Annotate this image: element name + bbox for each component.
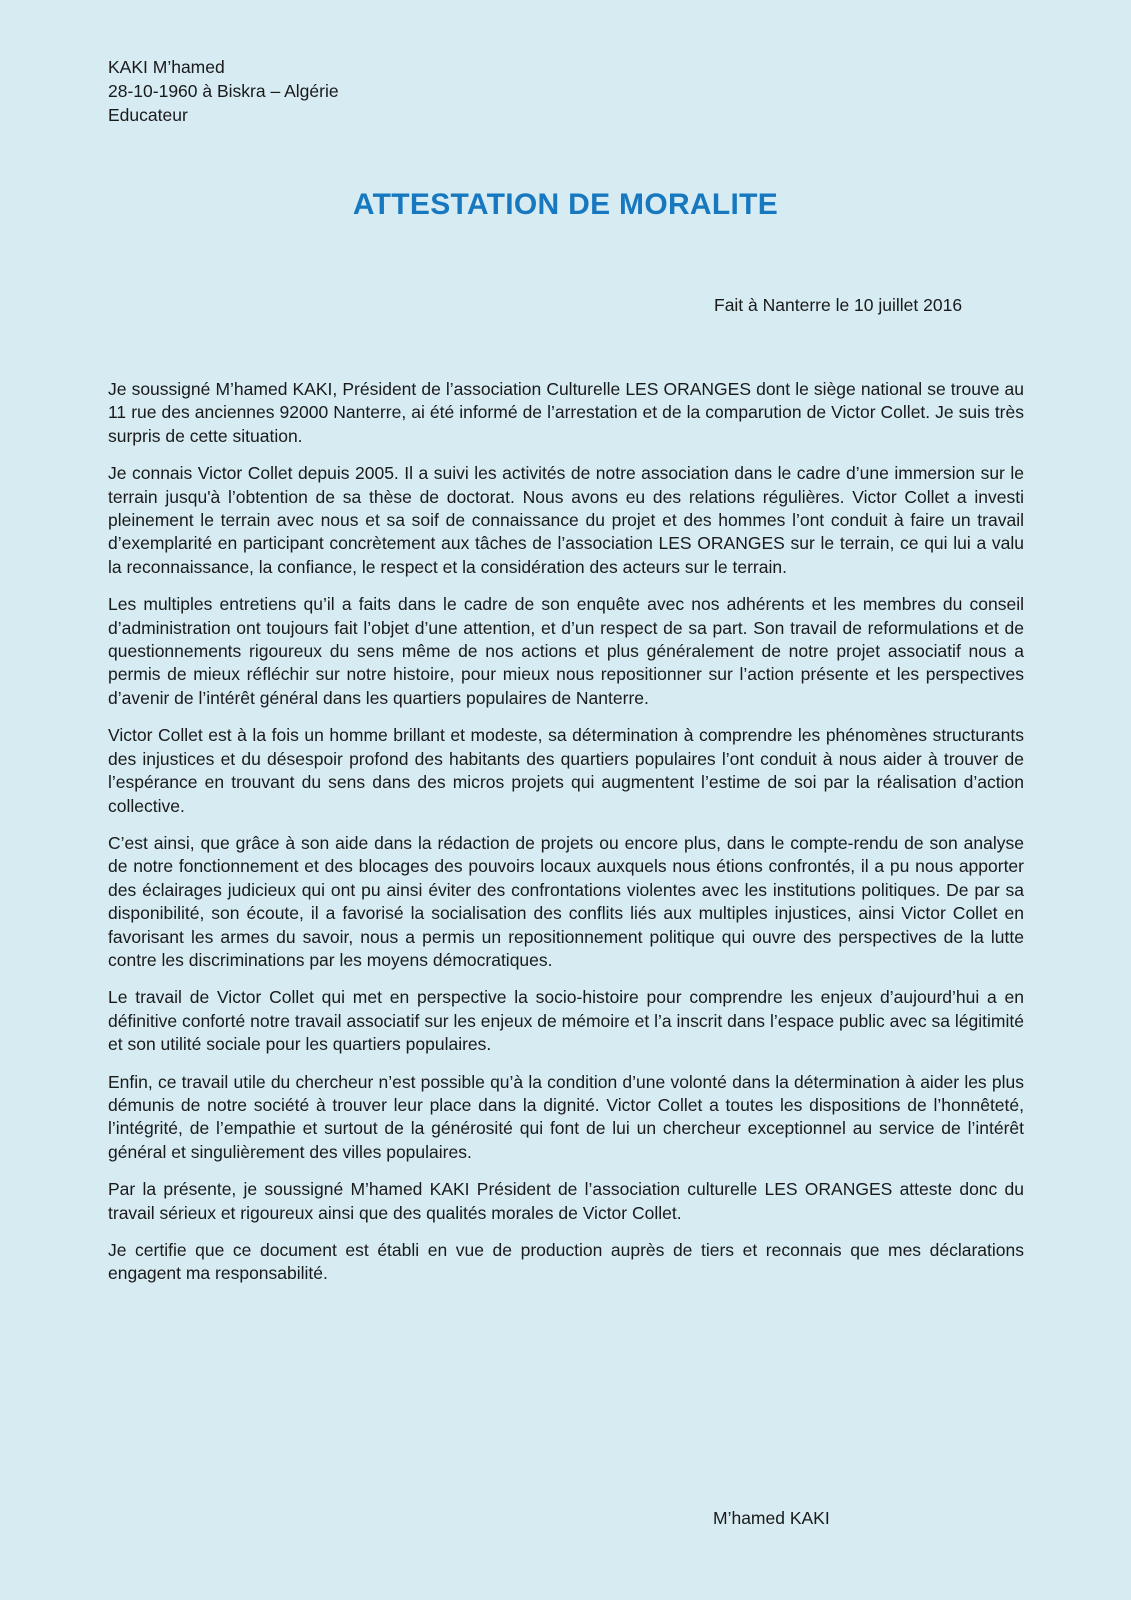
sender-block [108, 55, 339, 127]
paragraph: Je connais Victor Collet depuis 2005. Il a suivi les activités de notre association dans le cadre d’une immersion sur le terrain jusqu'à l’obtention de sa thèse de doctorat. Nous avons eu des relations régulières. Victor Collet a investi pleinement le terrain avec nous et sa soif de connaissance du projet et des hommes l’ont conduit à faire un travail d’exemplarité en participant concrètement aux tâches de l’association LES ORANGES sur le terrain, ce qui lui a valu la reconnaissance, la confiance, le respect et la considération des acteurs sur le terrain. [108, 463, 1024, 577]
paragraph: Le travail de Victor Collet qui met en perspective la socio-histoire pour comprendre les enjeux d’aujourd’hui a en définitive conforté notre travail associatif sur les enjeux de mémoire et l’a inscrit dans l’espace public avec sa légitimité et son utilité sociale pour les quartiers populaires. [108, 987, 1024, 1055]
sender-profession: Educateur [108, 105, 188, 125]
paragraph: Je certifie que ce document est établi en vue de production auprès de tiers et reconnais que mes déclarations engagent ma responsabilité. [108, 1240, 1024, 1284]
paragraph: Par la présente, je soussigné M’hamed KAKI Président de l’association culturelle LES ORANGES atteste donc du travail sérieux et rigoureux ainsi que des qualités morales de Victor Collet. [108, 1179, 1024, 1223]
document-title: ATTESTATION DE MORALITE [352, 188, 779, 221]
letter-body [108, 378, 1024, 1300]
paragraph: Victor Collet est à la fois un homme brillant et modeste, sa détermination à comprendre les phénomènes structurants des injustices et du désespoir profond des habitants des quartiers populaires l’ont conduit à nous aider à trouver de l’espérance en trouvant du sens dans des micros projets qui augmentent l’estime de soi par la réalisation d’action collective. [108, 725, 1024, 816]
date-line: Fait à Nanterre le 10 juillet 2016 [714, 295, 963, 315]
paragraph: Enfin, ce travail utile du chercheur n’est possible qu’à la condition d’une volonté dans la détermination à aider les plus démunis de notre société à trouver leur place dans la dignité. Victor Collet a toutes les dispositions de l’honnêteté, l’intégrité, de l’empathie et surtout de la générosité qui font de lui un chercheur exceptionnel au service de l’intérêt général et singulièrement des villes populaires. [108, 1071, 1024, 1162]
signature: M’hamed KAKI [713, 1508, 830, 1528]
sender-birth: 28-10-1960 à Biskra – Algérie [108, 81, 339, 101]
paragraph: Les multiples entretiens qu’il a faits dans le cadre de son enquête avec nos adhérents et les membres du conseil d’administration ont toujours fait l’objet d’une attention, et d’un respect de sa part. Son travail de reformulations et de questionnements rigoureux du sens même de nos actions et plus généralement de notre projet associatif nous a permis de mieux réfléchir sur notre histoire, pour mieux nous repositionner sur l’action présente et les perspectives d’avenir de l’intérêt général dans les quartiers populaires de Nanterre. [108, 594, 1024, 708]
paragraph: Je soussigné M’hamed KAKI, Président de l’association Culturelle LES ORANGES dont le siège national se trouve au 11 rue des anciennes 92000 Nanterre, ai été informé de l’arrestation et de la comparution de Victor Collet. Je suis très surpris de cette situation. [108, 379, 1024, 446]
sender-name: KAKI M’hamed [108, 57, 225, 77]
paragraph: C’est ainsi, que grâce à son aide dans la rédaction de projets ou encore plus, dans le compte-rendu de son analyse de notre fonctionnement et des blocages des pouvoirs locaux auxquels nous étions confrontés, il a pu nous apporter des éclairages judicieux qui ont pu ainsi éviter des confrontations violentes avec les institutions politiques. De par sa disponibilité, son écoute, il a favorisé la socialisation des conflits liés aux multiples injustices, ainsi Victor Collet en favorisant les armes du savoir, nous a permis un repositionnement politique qui ouvre des perspectives de la lutte contre les discriminations par les moyens démocratiques. [108, 832, 1024, 970]
